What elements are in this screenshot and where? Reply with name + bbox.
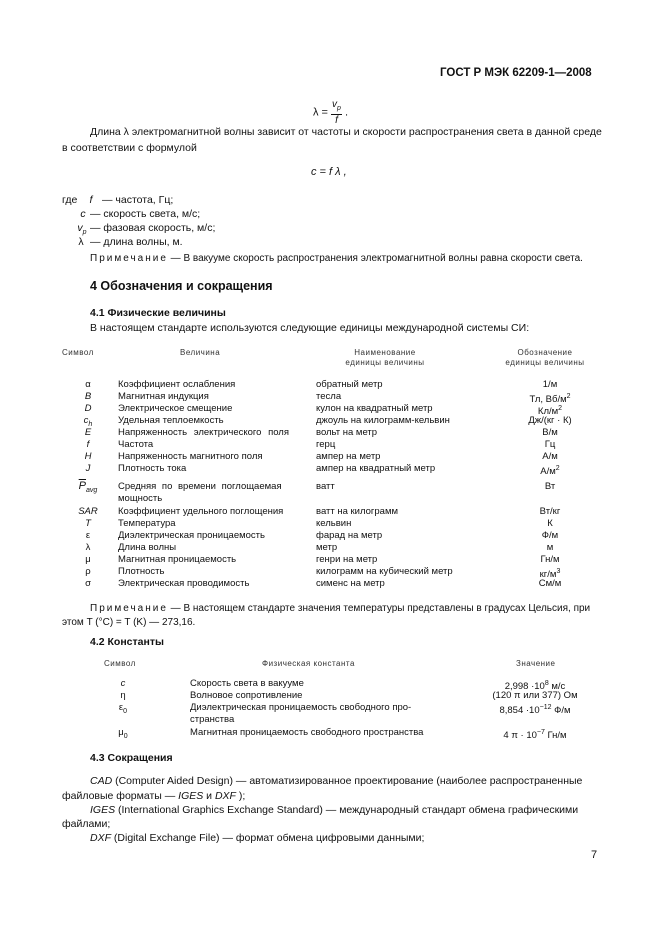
abbreviation-item: CAD (Computer Aided Design) — автоматизированное проектирование (наиболее распространенные (90, 775, 583, 787)
table-row: D Электрическое смещение кулон на квадратный метр $Кл/м^2$ (84, 403, 563, 418)
table-row: B Магнитная индукция тесла Тл, $Вб/м^2$ (84, 391, 571, 406)
table-row: T Температура кельвин К (85, 518, 553, 529)
where-intro: где (62, 194, 78, 206)
formula-wavelength: λ = $\frac{v_p}{f}$ . (313, 99, 349, 126)
table-row: J Плотность тока ампер на квадратный метр $А/м^2$ (85, 463, 560, 478)
table-row: λ Длина волны метр м (85, 542, 554, 553)
abbreviation-item-cont: файлами; (62, 818, 111, 830)
note-vacuum: Примечание — В вакууме скорость распространения электромагнитной волны равна скорости света. (90, 253, 583, 264)
note-temperature-cont: этом T (°C) = T (K) — 273,16. (62, 617, 196, 628)
note-temperature: Примечание — В настоящем стандарте значения температуры представлены в градусах Цельсия, при (90, 603, 591, 614)
abbreviation-item: DXF (Digital Exchange File) — формат обмена цифровыми данными; (90, 832, 425, 844)
table-row: $\overline{P}_{avg}$ Средняя по времени поглощаемая мощность ватт Вт (78, 480, 556, 504)
table-row: η Волновое сопротивление (120 π или 377) Ом (120, 690, 578, 701)
where-item: λ — длина волны, м. (78, 236, 183, 248)
standard-header: ГОСТ Р МЭК 62209-1—2008 (440, 67, 592, 79)
formula-lhs: λ = (313, 106, 328, 119)
table-row: $\varepsilon_0$ Диэлектрическая проницаемость свободного про- странства $8,854 \cdot 10^{-12}$ Ф/м (118, 702, 571, 725)
col-header-unit-name: Наименование единицы величины (345, 348, 425, 367)
table-row: $\mu_0$ Магнитная проницаемость свободного пространства 4 $\pi \cdot 10^{-7}$ Гн/м (118, 727, 567, 742)
table-row: μ Магнитная проницаемость генри на метр Гн/м (85, 554, 560, 565)
paragraph-wavelength: Длина λ электромагнитной волны зависит от частоты и скорости распространения света в данной среде в соответствии с формулой (62, 126, 602, 154)
col-header-quantity: Величина (180, 348, 221, 357)
table-row: ρ Плотность килограмм на кубический метр $кг/м^3$ (85, 566, 561, 581)
section-title: 4 Обозначения и сокращения (90, 279, 273, 293)
where-item: f — частота, Гц; (89, 194, 174, 206)
table-row: E Напряженность электрического поля вольт на метр В/м (84, 427, 558, 438)
table-row: ε Диэлектрическая проницаемость фарад на метр Ф/м (85, 530, 559, 541)
col-header-symbol: Символ (62, 348, 94, 357)
table-row: $c_h$ Удельная теплоемкость джоуль на килограмм-кельвин Дж/(кг · К) (83, 415, 572, 428)
where-item: $v_p$ — фазовая скорость, м/с; (77, 222, 216, 237)
table-row: SAR Коэффициент удельного поглощения ватт на килограмм Вт/кг (78, 506, 561, 517)
abbreviation-item: IGES (International Graphics Exchange Standard) — международный стандарт обмена графическими (90, 804, 579, 816)
table-row: α Коэффициент ослабления обратный метр 1/м (85, 379, 558, 390)
col-header-symbol: Символ (104, 659, 136, 668)
subsection-intro: В настоящем стандарте используются следующие единицы международной системы СИ: (90, 322, 530, 334)
table-row: H Напряженность магнитного поля ампер на метр А/м (84, 451, 558, 462)
table-row: c Скорость света в вакууме $2,998 \cdot 10^8$ м/с (120, 678, 566, 693)
subsection-title-4-3: 4.3 Сокращения (90, 752, 173, 764)
subsection-title-4-2: 4.2 Константы (90, 636, 164, 648)
col-header-constant: Физическая константа (262, 659, 355, 668)
subsection-title-4-1: 4.1 Физические величины (90, 307, 226, 319)
page-number: 7 (591, 849, 598, 861)
col-header-designation: Обозначение единицы величины (505, 348, 585, 367)
where-item: c — скорость света, м/с; (80, 208, 201, 220)
abbreviation-item-cont: файловые форматы — IGES и DXF ); (62, 790, 246, 802)
formula-speed: c = f λ , (311, 166, 347, 178)
formula-fraction: $\frac{v_p}{f}$ (332, 99, 341, 126)
col-header-value: Значение (516, 659, 556, 668)
table-row: σ Электрическая проводимость сименс на метр См/м (85, 578, 562, 589)
table-row: f Частота герц Гц (86, 439, 556, 450)
